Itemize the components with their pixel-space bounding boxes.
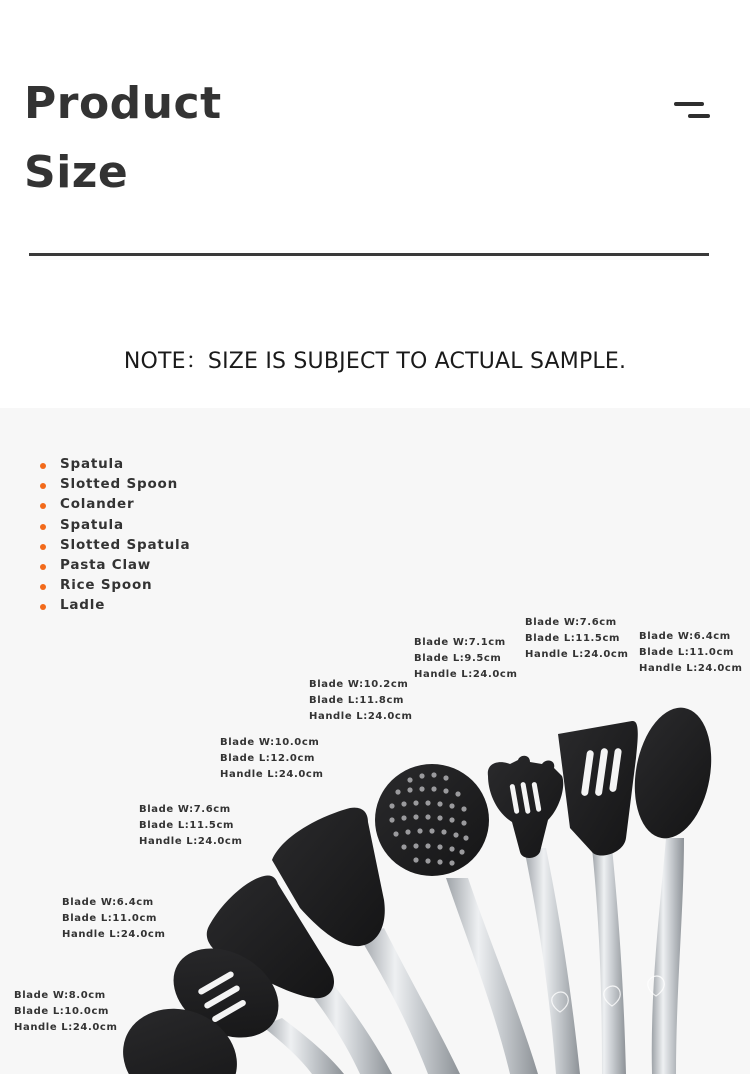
menu-icon[interactable] xyxy=(674,102,712,122)
slotted-spoon-handle xyxy=(262,1018,344,1074)
spec-handle-length: Handle L:24.0cm xyxy=(14,1022,118,1033)
spec-blade-width: Blade W:10.2cm xyxy=(309,679,409,690)
list-item xyxy=(40,454,190,474)
page-title-line-1: Product xyxy=(24,78,222,129)
menu-bar-bottom xyxy=(688,114,710,118)
pasta-claw-handle xyxy=(524,848,580,1074)
list-item-label: Slotted Spoon xyxy=(60,476,178,493)
spec-blade-width: Blade W:8.0cm xyxy=(14,990,106,1001)
spec-blade-width: Blade W:6.4cm xyxy=(639,631,731,642)
spec-blade-width: Blade W:7.6cm xyxy=(139,804,231,815)
bullet-dot xyxy=(40,604,46,610)
list-item xyxy=(40,515,190,535)
spec-handle-length: Handle L:24.0cm xyxy=(62,929,166,940)
spec-blade-width: Blade W:10.0cm xyxy=(220,737,320,748)
list-item-label: Pasta Claw xyxy=(60,557,152,574)
list-item-label: Spatula xyxy=(60,516,124,533)
list-item xyxy=(40,474,190,494)
spec-blade-length: Blade L:11.0cm xyxy=(639,647,735,658)
spec-handle-length: Handle L:24.0cm xyxy=(414,669,518,680)
spec-blade-width: Blade W:6.4cm xyxy=(62,897,154,908)
spec-handle-length: Handle L:24.0cm xyxy=(525,649,629,660)
spec-block-solid-spatula xyxy=(220,735,323,783)
spec-handle-length: Handle L:24.0cm xyxy=(139,836,243,847)
spec-blade-length: Blade L:9.5cm xyxy=(414,653,502,664)
spec-handle-length: Handle L:24.0cm xyxy=(639,663,743,674)
list-item xyxy=(40,535,190,555)
spec-block-spoon xyxy=(14,988,117,1036)
colander-handle xyxy=(446,878,538,1074)
list-item xyxy=(40,595,190,615)
bullet-dot xyxy=(40,524,46,530)
menu-bar-top xyxy=(674,102,704,106)
ladle-utensil xyxy=(625,702,721,1074)
page-title-line-2: Size xyxy=(24,147,129,198)
list-item-label: Slotted Spatula xyxy=(60,536,191,553)
spec-blade-length: Blade L:11.5cm xyxy=(139,820,235,831)
header-section xyxy=(0,0,750,408)
list-item xyxy=(40,494,190,514)
bullet-dot xyxy=(40,564,46,570)
spec-blade-length: Blade L:11.0cm xyxy=(62,913,158,924)
ladle-head xyxy=(625,702,721,845)
bullet-dot xyxy=(40,584,46,590)
utensil-list xyxy=(40,454,190,616)
slotted-spatula-handle xyxy=(592,848,626,1074)
spec-blade-width: Blade W:7.6cm xyxy=(525,617,617,628)
spec-block-slotted-spatula xyxy=(525,615,628,663)
bullet-dot xyxy=(40,503,46,509)
spec-block-ladle xyxy=(639,629,742,677)
size-note: NOTE：SIZE IS SUBJECT TO ACTUAL SAMPLE. xyxy=(123,349,627,374)
spec-blade-width: Blade W:7.1cm xyxy=(414,637,506,648)
list-item-label: Spatula xyxy=(60,456,124,473)
spec-blade-length: Blade L:12.0cm xyxy=(220,753,316,764)
spec-blade-length: Blade L:11.8cm xyxy=(309,695,405,706)
spec-block-pasta-claw xyxy=(414,635,517,683)
bullet-dot xyxy=(40,463,46,469)
spec-block-spatula xyxy=(139,802,242,850)
list-item-label: Rice Spoon xyxy=(60,577,153,594)
list-item-label: Ladle xyxy=(60,597,106,614)
spec-block-slotted-spoon xyxy=(62,895,165,943)
list-item xyxy=(40,575,190,595)
spec-blade-length: Blade L:11.5cm xyxy=(525,633,621,644)
ladle-handle xyxy=(652,838,684,1074)
product-image-area xyxy=(0,408,750,1074)
list-item-label: Colander xyxy=(60,496,135,513)
spec-blade-length: Blade L:10.0cm xyxy=(14,1006,110,1017)
bullet-dot xyxy=(40,544,46,550)
header-divider xyxy=(29,253,709,256)
spec-block-colander xyxy=(309,677,412,725)
list-item xyxy=(40,555,190,575)
spec-handle-length: Handle L:24.0cm xyxy=(220,769,324,780)
spec-handle-length: Handle L:24.0cm xyxy=(309,711,413,722)
bullet-dot xyxy=(40,483,46,489)
